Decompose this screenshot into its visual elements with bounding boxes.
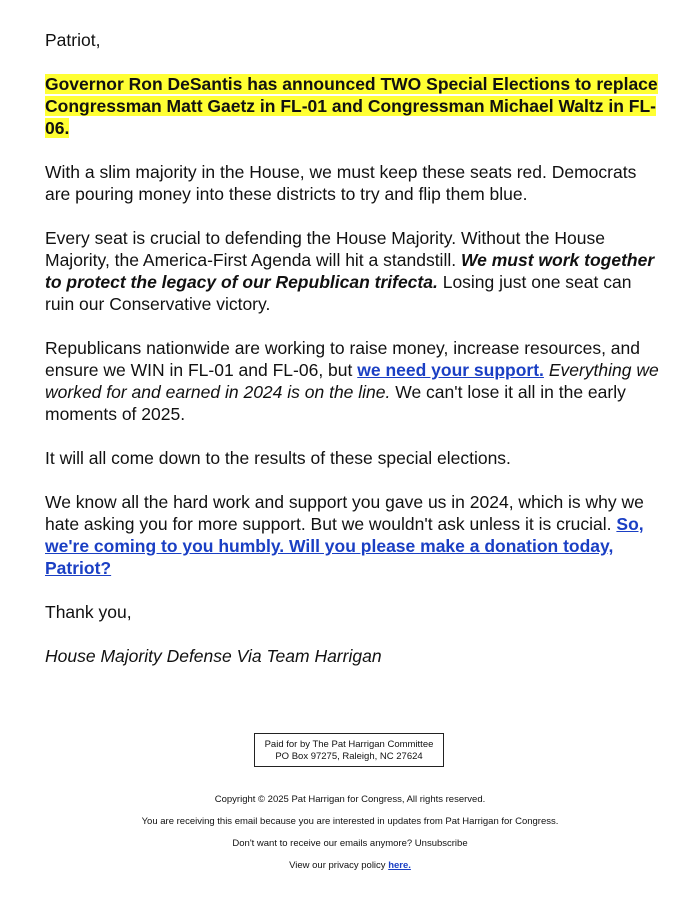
paid-for-disclaimer bbox=[254, 733, 444, 767]
closing: Thank you, bbox=[45, 602, 132, 622]
p5-text-start: We know all the hard work and support you gave us in 2024, which is why we hate asking you for more support. But we wouldn't ask unless it is crucial. bbox=[45, 492, 644, 534]
headline-paragraph bbox=[45, 73, 660, 139]
signature: House Majority Defense Via Team Harrigan bbox=[45, 646, 382, 666]
disclaimer-line-2: PO Box 97275, Raleigh, NC 27624 bbox=[275, 751, 423, 762]
email-body bbox=[45, 29, 660, 689]
donate-link[interactable]: So, we're coming to you humbly. Will you please make a donation today, Patriot? bbox=[45, 514, 644, 578]
unsubscribe-link[interactable]: Unsubscribe bbox=[414, 838, 468, 849]
disclaimer-line-1: Paid for by The Pat Harrigan Committee bbox=[264, 739, 434, 750]
footer-receiving-notice: You are receiving this email because you are interested in updates from Pat Harrigan for Congress. bbox=[141, 816, 559, 827]
privacy-prompt: View our privacy policy bbox=[289, 860, 389, 871]
p3-text-start: Republicans nationwide are working to raise money, increase resources, and ensure we WIN in FL-01 and FL-06, but bbox=[45, 338, 640, 380]
greeting: Patriot, bbox=[45, 30, 101, 50]
p3-italic: Everything we worked for and earned in 2024 is on the line. bbox=[45, 360, 659, 402]
p3-text-end: We can't lose it all in the early moments of 2025. bbox=[45, 382, 626, 424]
unsubscribe-prompt: Don't want to receive our emails anymore? bbox=[232, 838, 415, 849]
support-link[interactable]: we need your support. bbox=[357, 360, 544, 380]
p2-text-end: Losing just one seat can ruin our Conservative victory. bbox=[45, 272, 632, 314]
p2-bold-italic: We must work together to protect the legacy of our Republican trifecta. bbox=[45, 250, 655, 292]
footer-unsubscribe bbox=[0, 838, 700, 850]
body-paragraph-3 bbox=[45, 337, 660, 425]
body-paragraph-1: With a slim majority in the House, we must keep these seats red. Democrats are pouring money into these districts to try and flip them blue. bbox=[45, 162, 637, 204]
footer-privacy bbox=[0, 860, 700, 872]
privacy-policy-link[interactable]: here. bbox=[388, 860, 411, 871]
highlighted-announcement: Governor Ron DeSantis has announced TWO Special Elections to replace Congressman Matt Gaetz in FL-01 and Congressman Michael Waltz in FL-06. bbox=[45, 74, 658, 138]
body-paragraph-4: It will all come down to the results of these special elections. bbox=[45, 448, 511, 468]
body-paragraph-2 bbox=[45, 227, 660, 315]
body-paragraph-5 bbox=[45, 491, 660, 579]
p2-text-start: Every seat is crucial to defending the House Majority. Without the House Majority, the America-First Agenda will hit a standstill. bbox=[45, 228, 605, 270]
footer-copyright: Copyright © 2025 Pat Harrigan for Congress, All rights reserved. bbox=[214, 794, 486, 805]
